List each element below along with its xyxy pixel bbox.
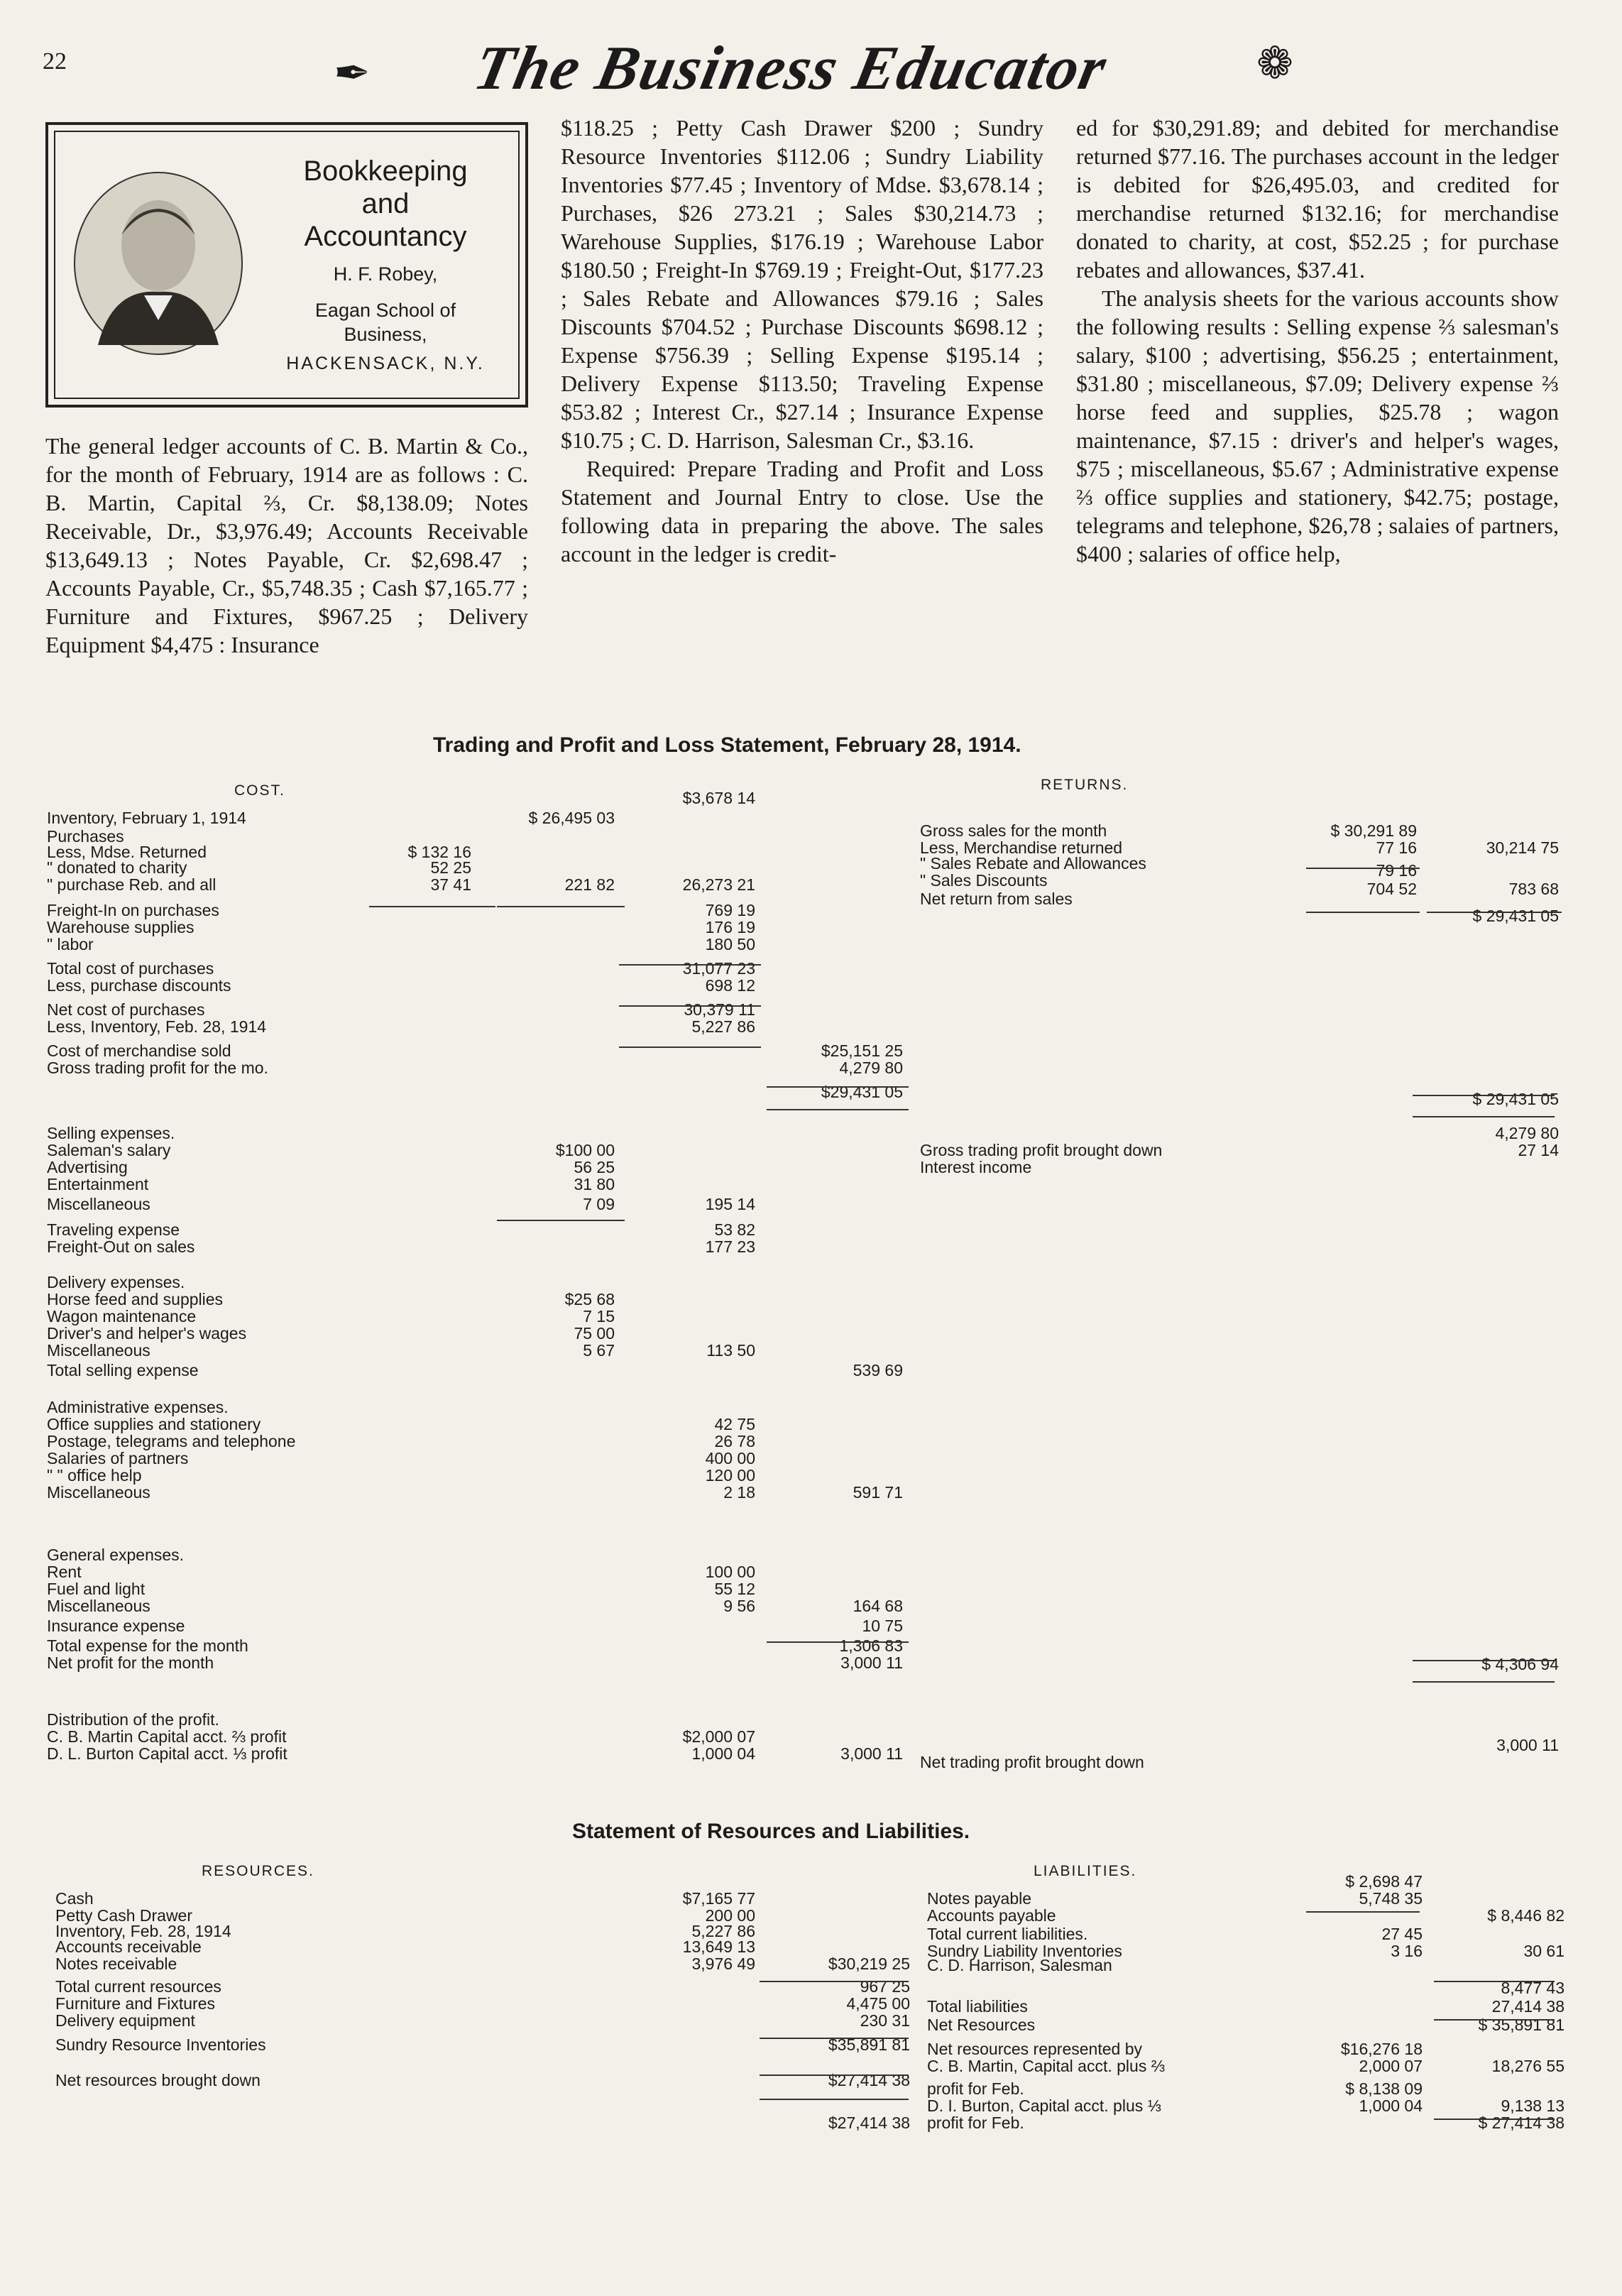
pl-cost-label: Horse feed and supplies: [47, 1290, 224, 1308]
pl-cost-label: Less, purchase discounts: [47, 976, 231, 995]
liability-label: C. B. Martin, Capital acct. plus ⅔: [927, 2057, 1165, 2075]
resource-amount: 4,475 00: [846, 1994, 910, 2013]
liability-label: D. I. Burton, Capital acct. plus ⅓: [927, 2097, 1161, 2115]
pl-cost-amount: 26,273 21: [682, 875, 755, 894]
resource-amount: 967 25: [860, 1977, 910, 1996]
pl-statement-title: Trading and Profit and Loss Statement, February 28, 1914.: [433, 733, 1021, 757]
pl-cost-amount: 3,000 11: [840, 1653, 903, 1672]
pl-cost-amount: 7 09: [583, 1195, 615, 1213]
pl-cost-amount: 100 00: [705, 1563, 755, 1581]
pl-returns-amount: 4,279 80: [1495, 1124, 1559, 1142]
pl-cost-label: Net cost of purchases: [47, 1000, 205, 1019]
pl-cost-amount: 3,000 11: [840, 1744, 903, 1763]
pl-cost-label: Insurance expense: [47, 1617, 185, 1635]
author-school: [254, 298, 517, 346]
pl-cost-label: Miscellaneous: [47, 1483, 150, 1502]
liability-amount: 3 16: [1391, 1942, 1423, 1960]
pl-returns-label: " Sales Discounts: [920, 871, 1048, 890]
pl-cost-label: Warehouse supplies: [47, 918, 194, 936]
pl-cost-label: Office supplies and stationery: [47, 1415, 261, 1433]
resource-amount: 3,976 49: [691, 1955, 755, 1973]
quill-ornament-icon: ✒: [334, 50, 371, 98]
pl-returns-amount: $ 30,291 89: [1330, 821, 1417, 840]
liability-label: Accounts payable: [927, 1906, 1056, 1925]
text-column-3: [1076, 114, 1559, 568]
pl-cost-amount: $2,000 07: [682, 1727, 755, 1746]
pl-cost-amount: 42 75: [714, 1415, 755, 1433]
pl-cost-amount: 31,077 23: [682, 959, 755, 978]
pl-cost-label: Freight-In on purchases: [47, 901, 219, 919]
liability-amount: 27,414 38: [1491, 1997, 1565, 2016]
pl-cost-amount: 10 75: [862, 1617, 903, 1635]
pl-cost-label: Less, Inventory, Feb. 28, 1914: [47, 1017, 266, 1036]
pl-returns-amount: 704 52: [1366, 880, 1417, 898]
resource-amount: $30,219 25: [828, 1955, 910, 1973]
liability-amount: 5,748 35: [1359, 1889, 1423, 1908]
liabilities-heading: LIABILITIES.: [1034, 1863, 1137, 1879]
pl-cost-label: Total selling expense: [47, 1361, 199, 1379]
pl-cost-amount: 75 00: [574, 1324, 615, 1343]
liability-amount: $ 27,414 38: [1478, 2114, 1565, 2132]
pl-returns-amount: 27 14: [1518, 1141, 1559, 1159]
pl-cost-amount: 221 82: [564, 875, 615, 894]
resource-label: Sundry Resource Inventories: [55, 2035, 266, 2054]
pl-returns-amount: $ 29,431 05: [1472, 907, 1559, 925]
pl-cost-amount: 591 71: [853, 1483, 903, 1502]
pl-cost-amount: $3,678 14: [682, 789, 755, 807]
resource-label: Total current resources: [55, 1977, 221, 1996]
liability-amount: 8,477 43: [1501, 1979, 1565, 1997]
resource-label: Accounts receivable: [55, 1937, 202, 1956]
pl-cost-label: Wagon maintenance: [47, 1307, 197, 1325]
pl-cost-amount: 769 19: [705, 901, 755, 919]
resource-label: Notes receivable: [55, 1955, 177, 1973]
pl-returns-label: Gross sales for the month: [920, 821, 1107, 840]
author-name: H. F. Robey,: [333, 263, 438, 285]
pl-cost-label: Total expense for the month: [47, 1636, 248, 1655]
resource-amount: 200 00: [705, 1906, 755, 1925]
pl-returns-label: Net return from sales: [920, 890, 1073, 908]
pl-cost-amount: 26 78: [714, 1432, 755, 1450]
pl-cost-label: Less, Mdse. Returned: [47, 843, 207, 861]
liability-amount: 27 45: [1381, 1925, 1423, 1943]
resource-amount: $27,414 38: [828, 2071, 910, 2089]
resource-amount: 5,227 86: [691, 1922, 755, 1940]
title-line: and: [361, 188, 410, 219]
pl-cost-label: Fuel and light: [47, 1580, 146, 1598]
liability-label: Notes payable: [927, 1889, 1032, 1908]
cost-heading: COST.: [234, 782, 285, 799]
pl-cost-amount: 30,379 11: [684, 1000, 755, 1019]
pl-cost-label: Purchases: [47, 827, 124, 846]
liability-amount: $ 35,891 81: [1478, 2016, 1565, 2034]
liability-amount: 1,000 04: [1359, 2097, 1423, 2115]
resource-amount: 230 31: [860, 2011, 910, 2030]
pl-cost-label: C. B. Martin Capital acct. ⅔ profit: [47, 1727, 287, 1746]
pl-cost-amount: 113 50: [706, 1341, 755, 1360]
pl-cost-amount: 5,227 86: [691, 1017, 755, 1036]
page-number: 22: [43, 48, 67, 75]
pl-cost-amount: 176 19: [705, 918, 755, 936]
pl-cost-amount: 56 25: [574, 1158, 615, 1176]
pl-cost-amount: $25 68: [564, 1290, 615, 1308]
resource-amount: 13,649 13: [682, 1937, 755, 1956]
pl-cost-amount: 31 80: [574, 1175, 615, 1193]
pl-cost-label: Gross trading profit for the mo.: [47, 1059, 268, 1077]
pl-cost-amount: 539 69: [853, 1361, 903, 1379]
paragraph: The general ledger accounts of C. B. Martin & Co., for the month of February, 1914 are as follows : C. B. Martin, Capital ⅔, Cr. $8,138.09; Notes Receivable, Dr., $3,976.49; Accounts Receivable $13,649.13 ; Notes Payable, Cr. $2,698.47 ; Accounts Payable, Cr., $5,748.35 ; Cash $7,165.77 ; Furniture and Fixtures, $967.25 ; Delivery Equipment $4,475 : Insurance: [45, 433, 528, 657]
liability-amount: 18,276 55: [1491, 2057, 1565, 2075]
pl-cost-amount: 1,306 83: [839, 1636, 903, 1655]
pl-returns-label: Net trading profit brought down: [920, 1753, 1144, 1771]
article-title: [254, 155, 517, 253]
paragraph: ed for $30,291.89; and debited for merchandise returned $77.16. The purchases account in the ledger is debited for $26,495.03, and credited for merchandise returned $132.16; for merchandise donated to charity, at cost, $52.25 ; for purchase rebates and allowances, $37.41.: [1076, 115, 1559, 283]
resource-label: Net resources brought down: [55, 2071, 261, 2089]
pl-returns-amount: 79 16: [1376, 861, 1417, 880]
masthead-title: The Business Educator: [468, 34, 1114, 103]
pl-cost-amount: $100 00: [555, 1141, 615, 1159]
pl-cost-label: Salaries of partners: [47, 1449, 189, 1467]
pl-cost-amount: 195 14: [705, 1195, 755, 1213]
pl-cost-label: " purchase Reb. and all: [47, 875, 217, 894]
pl-returns-amount: $ 4,306 94: [1481, 1655, 1559, 1673]
title-line: Bookkeeping: [303, 155, 468, 187]
pl-cost-amount: $25,151 25: [821, 1042, 903, 1060]
liability-label: Total current liabilities.: [927, 1925, 1088, 1943]
pl-cost-amount: 698 12: [705, 976, 755, 995]
pl-cost-label: Miscellaneous: [47, 1341, 150, 1360]
liability-amount: $16,276 18: [1340, 2040, 1423, 2058]
pl-returns-amount: 77 16: [1376, 838, 1417, 857]
pl-returns-label: " Sales Rebate and Allowances: [920, 854, 1146, 873]
author-portrait: [70, 168, 247, 359]
emblem-ornament-icon: ❁: [1256, 40, 1293, 88]
pl-cost-label: Cost of merchandise sold: [47, 1042, 231, 1060]
pl-cost-label: General expenses.: [47, 1546, 185, 1564]
pl-cost-amount: $ 132 16: [407, 843, 471, 861]
liability-label: Sundry Liability Inventories: [927, 1942, 1122, 1960]
pl-cost-label: Miscellaneous: [47, 1597, 150, 1615]
pl-cost-amount: 37 41: [430, 875, 471, 894]
returns-heading: RETURNS.: [1041, 777, 1129, 793]
pl-cost-amount: 1,000 04: [691, 1744, 755, 1763]
liability-amount: 9,138 13: [1501, 2097, 1565, 2115]
liability-amount: 30 61: [1523, 1942, 1565, 1960]
resources-heading: RESOURCES.: [202, 1863, 314, 1879]
author-city: HACKENSACK, N.Y.: [286, 354, 485, 373]
pl-cost-amount: 52 25: [430, 858, 471, 877]
liability-amount: $ 8,446 82: [1487, 1906, 1565, 1925]
pl-returns-amount: 30,214 75: [1486, 838, 1559, 857]
text-column-2: [561, 114, 1043, 568]
pl-cost-amount: 164 68: [853, 1597, 903, 1615]
liability-amount: $ 8,138 09: [1345, 2079, 1423, 2098]
masthead: [334, 26, 1327, 104]
liability-label: Net resources represented by: [927, 2040, 1142, 2058]
pl-cost-amount: 7 15: [583, 1307, 615, 1325]
pl-cost-label: Inventory, February 1, 1914: [47, 809, 246, 827]
pl-cost-label: " " office help: [47, 1466, 142, 1485]
liability-label: profit for Feb.: [927, 2079, 1024, 2098]
pl-cost-amount: 5 67: [583, 1341, 615, 1360]
pl-cost-label: Saleman's salary: [47, 1141, 171, 1159]
pl-cost-label: Administrative expenses.: [47, 1398, 229, 1416]
pl-cost-amount: 9 56: [723, 1597, 755, 1615]
pl-returns-label: Interest income: [920, 1158, 1032, 1176]
pl-cost-label: Entertainment: [47, 1175, 149, 1193]
pl-cost-amount: $ 26,495 03: [528, 809, 615, 827]
liability-amount: 2,000 07: [1359, 2057, 1423, 2075]
resource-amount: $35,891 81: [828, 2035, 910, 2054]
resource-label: Delivery equipment: [55, 2011, 195, 2030]
pl-cost-amount: 120 00: [705, 1466, 755, 1485]
rl-statement-title: Statement of Resources and Liabilities.: [572, 1820, 970, 1843]
pl-cost-label: Driver's and helper's wages: [47, 1324, 247, 1343]
liability-label: profit for Feb.: [927, 2114, 1024, 2132]
resource-amount: $7,165 77: [682, 1889, 755, 1908]
pl-cost-label: D. L. Burton Capital acct. ⅓ profit: [47, 1744, 287, 1763]
pl-cost-label: Miscellaneous: [47, 1195, 150, 1213]
pl-cost-amount: 180 50: [705, 935, 755, 953]
pl-cost-label: Traveling expense: [47, 1220, 180, 1239]
liability-label: Total liabilities: [927, 1997, 1028, 2016]
title-line: Accountancy: [304, 221, 467, 252]
pl-cost-label: Postage, telegrams and telephone: [47, 1432, 296, 1450]
pl-returns-label: Less, Merchandise returned: [920, 838, 1123, 857]
pl-cost-label: Net profit for the month: [47, 1653, 214, 1672]
paragraph: The analysis sheets for the various accounts show the following results : Selling expense ⅔ salesman's salary, $100 ; advertising, $56.25 ; entertainment, $31.80 ; miscellaneous, $7.09; Delivery expense ⅔ horse feed and supplies, $25.78 ; wagon maintenance, $7.15 : driver's and helper's wages, $75 ; miscellaneous, $5.67 ; Administrative expense ⅔ office supplies and stationery, $42.75; postage, telegrams and telephone, $26,78 ; salaies of partners, $400 ; salaries of office help,: [1076, 285, 1559, 567]
pl-cost-label: Freight-Out on sales: [47, 1237, 195, 1256]
school-line: Business,: [344, 324, 427, 345]
liability-label: C. D. Harrison, Salesman: [927, 1956, 1112, 1974]
pl-cost-amount: 177 23: [705, 1237, 755, 1256]
pl-returns-amount: $ 29,431 05: [1472, 1090, 1559, 1108]
pl-returns-label: Gross trading profit brought down: [920, 1141, 1163, 1159]
paragraph: Required: Prepare Trading and Profit and Loss Statement and Journal Entry to close. Use the following data in preparing the above. The sales account in the ledger is credit-: [561, 456, 1043, 567]
pl-cost-amount: $29,431 05: [821, 1083, 903, 1101]
pl-cost-amount: 2 18: [723, 1483, 755, 1502]
resource-label: Furniture and Fixtures: [55, 1994, 215, 2013]
text-column-1: [45, 432, 528, 659]
resource-label: Cash: [55, 1889, 94, 1908]
pl-cost-amount: 55 12: [714, 1580, 755, 1598]
pl-cost-amount: 400 00: [705, 1449, 755, 1467]
article-header-frame: [45, 122, 528, 408]
pl-cost-label: " labor: [47, 935, 94, 953]
pl-returns-amount: 3,000 11: [1496, 1736, 1559, 1754]
pl-cost-label: Selling expenses.: [47, 1124, 175, 1142]
pl-cost-label: Total cost of purchases: [47, 959, 214, 978]
school-line: Eagan School of: [314, 300, 456, 321]
pl-returns-amount: 783 68: [1508, 880, 1559, 898]
resource-label: Inventory, Feb. 28, 1914: [55, 1922, 231, 1940]
pl-cost-label: Distribution of the profit.: [47, 1710, 219, 1729]
pl-cost-label: Delivery expenses.: [47, 1273, 185, 1291]
pl-cost-label: " donated to charity: [47, 858, 187, 877]
paragraph: $118.25 ; Petty Cash Drawer $200 ; Sundry Resource Inventories $112.06 ; Sundry Liability Inventories $77.45 ; Inventory of Mdse. $3,678.14 ; Purchases, $26 273.21 ; Sales $30,214.73 ; Warehouse Supplies, $176.19 ; Warehouse Labor $180.50 ; Freight-In $769.19 ; Freight-Out, $177.23 ; Sales Rebate and Allowances $79.16 ; Sales Discounts $704.52 ; Purchase Discounts $698.12 ; Expense $756.39 ; Selling Expense $195.14 ; Delivery Expense $113.50; Traveling Expense $53.82 ; Interest Cr., $27.14 ; Insurance Expense $10.75 ; C. D. Harrison, Salesman Cr., $3.16.: [561, 115, 1043, 453]
liability-amount: $ 2,698 47: [1345, 1872, 1423, 1891]
pl-cost-label: Rent: [47, 1563, 82, 1581]
resource-amount: $27,414 38: [828, 2114, 910, 2132]
pl-cost-amount: 53 82: [714, 1220, 755, 1239]
resource-label: Petty Cash Drawer: [55, 1906, 193, 1925]
pl-cost-label: Advertising: [47, 1158, 128, 1176]
liability-label: Net Resources: [927, 2016, 1036, 2034]
pl-cost-amount: 4,279 80: [839, 1059, 903, 1077]
